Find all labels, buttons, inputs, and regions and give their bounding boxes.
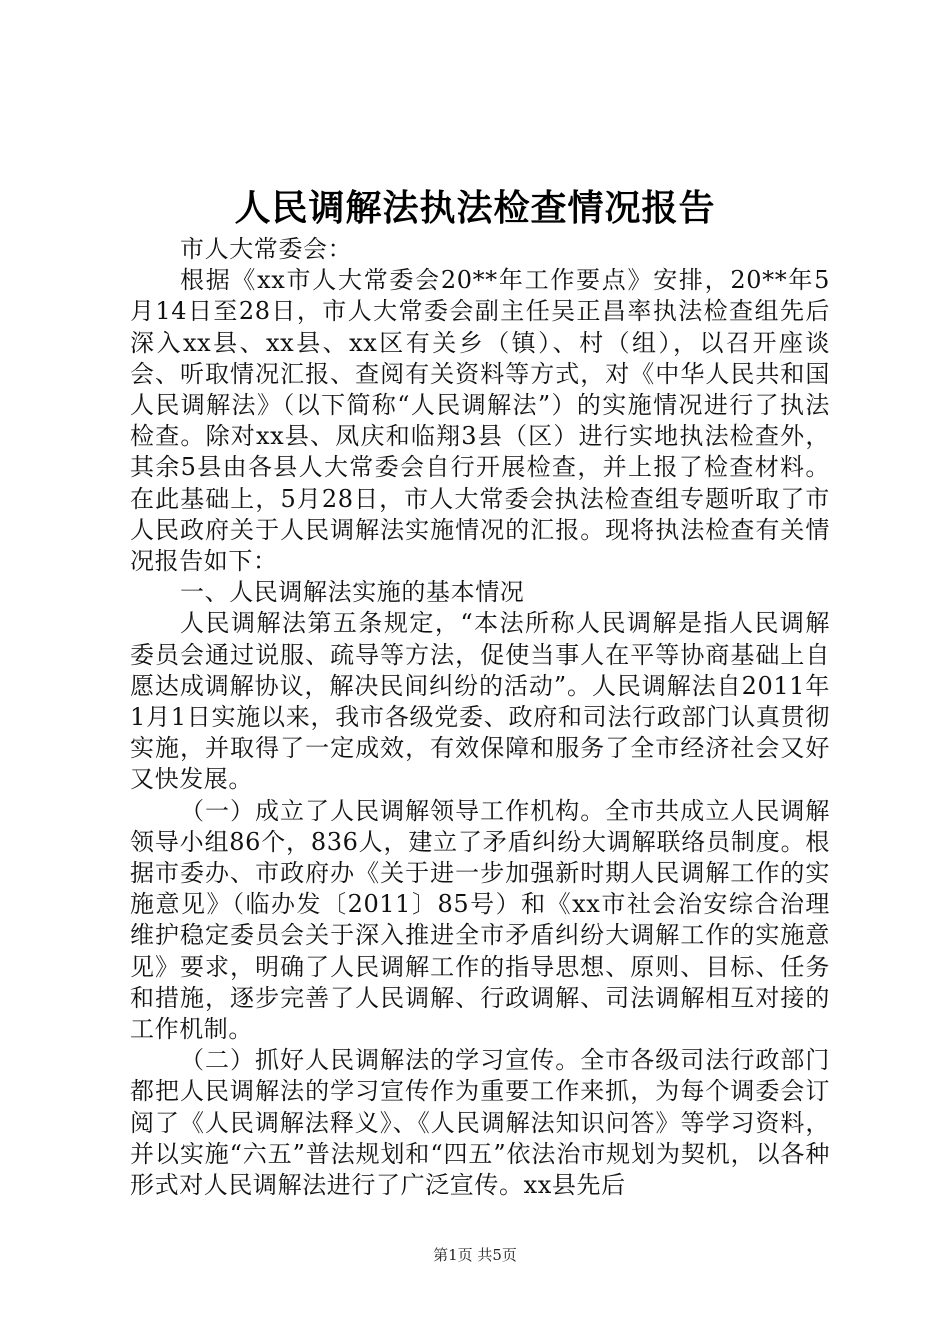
- document-title: 人民调解法执法检查情况报告: [234, 187, 716, 229]
- page-footer: 第1页 共5页: [433, 1246, 517, 1264]
- document-body: [130, 234, 830, 1201]
- paragraph-intro: 根据《xx市人大常委会20**年工作要点》安排，20**年5月14日至28日，市人大常委会副主任吴正昌率执法检查组先后深入xx县、xx县、xx区有关乡（镇）、村（组），以召开座谈会、听取情况汇报、查阅有关资料等方式，对《中华人民共和国人民调解法》（以下简称“人民调解法”）的实施情况进行了执法检查。除对xx县、凤庆和临翔3县（区）进行实地执法检查外，其余5县由各县人大常委会自行开展检查，并上报了检查材料。在此基础上，5月28日，市人大常委会执法检查组专题听取了市人民政府关于人民调解法实施情况的汇报。现将执法检查有关情况报告如下：: [130, 266, 830, 576]
- paragraph-subsection-1: （一）成立了人民调解领导工作机构。全市共成立人民调解领导小组86个，836人，建立了矛盾纠纷大调解联络员制度。根据市委办、市政府办《关于进一步加强新时期人民调解工作的实施意见》（临办发〔2011〕85号）和《xx市社会治安综合治理维护稳定委员会关于深入推进全市矛盾纠纷大调解工作的实施意见》要求，明确了人民调解工作的指导思想、原则、目标、任务和措施，逐步完善了人民调解、行政调解、司法调解相互对接的工作机制。: [130, 796, 830, 1044]
- salutation: 市人大常委会：: [180, 235, 353, 263]
- section-heading-1: 一、人民调解法实施的基本情况: [180, 578, 525, 607]
- paragraph-section-1: 人民调解法第五条规定，“本法所称人民调解是指人民调解委员会通过说服、疏导等方法，促使当事人在平等协商基础上自愿达成调解协议，解决民间纠纷的活动”。人民调解法自2011年1月1日实施以来，我市各级党委、政府和司法行政部门认真贯彻实施，并取得了一定成效，有效保障和服务了全市经济社会又好又快发展。: [130, 609, 830, 794]
- paragraph-subsection-2: （二）抓好人民调解法的学习宣传。全市各级司法行政部门都把人民调解法的学习宣传作为重要工作来抓，为每个调委会订阅了《人民调解法释义》、《人民调解法知识问答》等学习资料，并以实施“六五”普法规划和“四五”依法治市规划为契机，以各种形式对人民调解法进行了广泛宣传。xx县先后: [130, 1046, 830, 1200]
